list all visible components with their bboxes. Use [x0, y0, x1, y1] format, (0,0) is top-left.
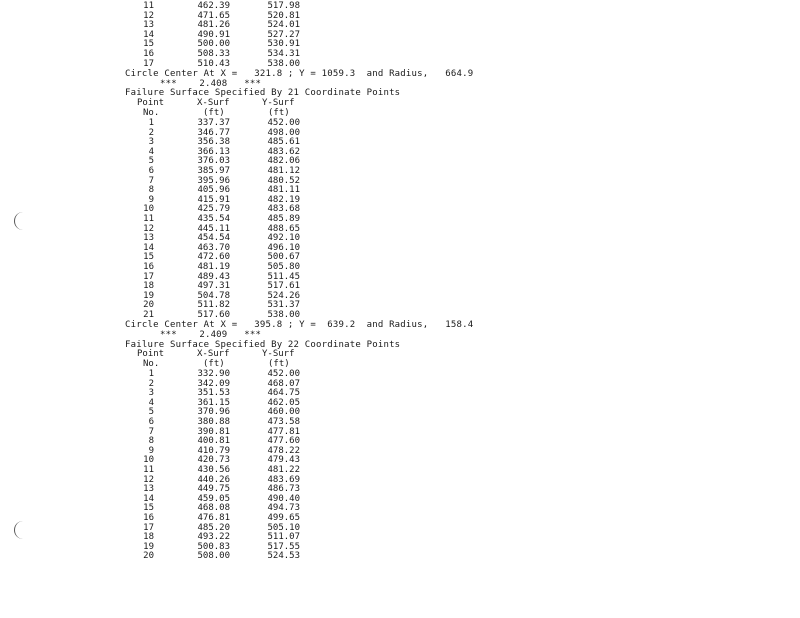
x-surf-value: 366.13	[197, 146, 230, 157]
y-surf-value: 490.40	[267, 493, 300, 504]
point-number: 6	[148, 417, 154, 427]
x-surf-value: 351.53	[197, 388, 230, 399]
point-number: 10	[143, 455, 154, 466]
point-number: 19	[143, 541, 154, 552]
point-number: 3	[148, 388, 154, 399]
point-number: 14	[143, 29, 154, 40]
table-row	[0, 1, 320, 11]
point-number: 15	[143, 503, 154, 514]
y-surf-value: 524.01	[267, 20, 300, 31]
y-surf-value: 482.06	[267, 156, 300, 167]
x-surf-value: 425.79	[197, 204, 230, 215]
x-surf-value: 370.96	[197, 407, 230, 418]
x-surf-value: 454.54	[197, 233, 230, 244]
point-number: 14	[143, 242, 154, 253]
y-surf-value: 478.22	[267, 445, 300, 456]
y-surf-value: 486.73	[267, 484, 300, 495]
point-number: 5	[148, 407, 154, 418]
table-row	[0, 532, 320, 542]
binding-hole-mark	[14, 212, 25, 230]
table-row	[0, 455, 320, 465]
point-number: 19	[143, 290, 154, 301]
point-number: 11	[143, 465, 154, 475]
y-surf-value: 481.12	[267, 166, 300, 176]
point-number: 9	[148, 445, 154, 456]
point-number: 14	[143, 493, 154, 504]
y-surf-value: 460.00	[267, 407, 300, 418]
table-row	[0, 252, 320, 262]
point-number: 12	[143, 223, 154, 234]
y-surf-value: 517.55	[267, 541, 300, 552]
x-surf-value: 337.37	[197, 118, 230, 128]
y-surf-value: 481.22	[267, 465, 300, 475]
x-surf-value: 485.20	[197, 522, 230, 533]
y-surf-value: 485.61	[267, 137, 300, 148]
header-x-surf: X-Surf	[197, 98, 230, 108]
table-row	[0, 147, 320, 157]
table-row	[0, 30, 320, 40]
table-row	[0, 369, 320, 379]
table-row	[0, 243, 320, 253]
y-surf-value: 498.00	[267, 127, 300, 138]
table-row	[0, 551, 320, 561]
x-surf-value: 517.60	[197, 310, 230, 320]
y-surf-value: 483.62	[267, 146, 300, 157]
x-surf-value: 415.91	[197, 194, 230, 205]
x-surf-value: 405.96	[197, 185, 230, 196]
y-surf-value: 492.10	[267, 233, 300, 244]
point-number: 18	[143, 532, 154, 543]
point-number: 9	[148, 194, 154, 205]
x-surf-value: 459.05	[197, 493, 230, 504]
y-surf-value: 464.75	[267, 388, 300, 399]
point-number: 2	[148, 127, 154, 138]
y-surf-value: 494.73	[267, 503, 300, 514]
point-number: 6	[148, 166, 154, 176]
y-surf-value: 538.00	[267, 58, 300, 69]
table-row	[0, 465, 320, 475]
header-point: Point	[137, 98, 165, 108]
table-row	[0, 542, 320, 552]
point-number: 21	[143, 310, 154, 320]
y-surf-value: 477.81	[267, 426, 300, 437]
header-no-3: No.	[143, 359, 160, 369]
table-row	[0, 49, 320, 59]
header-x-surf-3: X-Surf	[197, 349, 230, 359]
y-surf-value: 517.98	[267, 1, 300, 11]
table-row	[0, 446, 320, 456]
x-surf-value: 508.00	[197, 551, 230, 562]
y-surf-value: 481.11	[267, 185, 300, 196]
x-surf-value: 390.81	[197, 426, 230, 437]
y-surf-value: 482.19	[267, 194, 300, 205]
x-surf-value: 395.96	[197, 175, 230, 186]
surface-title-3: Failure Surface Specified By 22 Coordinate Points	[125, 340, 401, 350]
point-number: 5	[148, 156, 154, 167]
x-surf-value: 435.54	[197, 214, 230, 224]
factor-of-safety-line-1: *** 2.408 ***	[160, 79, 262, 89]
header-y-surf-3: Y-Surf	[262, 349, 295, 359]
y-surf-value: 511.07	[267, 532, 300, 543]
table-row	[0, 128, 320, 138]
factor-of-safety-line-2: *** 2.409 ***	[160, 330, 262, 340]
y-surf-value: 505.10	[267, 522, 300, 533]
table-row	[0, 176, 320, 186]
y-surf-value: 499.65	[267, 513, 300, 523]
circle-center-line-1: Circle Center At X = 321.8 ; Y = 1059.3 and Radius, 664.9	[125, 69, 474, 79]
table-row	[0, 272, 320, 282]
y-surf-value: 534.31	[267, 49, 300, 59]
x-surf-value: 500.83	[197, 541, 230, 552]
table-row	[0, 59, 320, 69]
point-number: 3	[148, 137, 154, 148]
x-surf-value: 361.15	[197, 397, 230, 408]
y-surf-value: 483.68	[267, 204, 300, 215]
point-number: 17	[143, 58, 154, 69]
table-row	[0, 195, 320, 205]
table-row	[0, 417, 320, 427]
y-surf-value: 530.91	[267, 39, 300, 50]
y-surf-value: 505.80	[267, 262, 300, 272]
header-point-3: Point	[137, 349, 165, 359]
point-number: 4	[148, 397, 154, 408]
y-surf-value: 524.53	[267, 551, 300, 562]
x-surf-value: 356.38	[197, 137, 230, 148]
point-number: 2	[148, 378, 154, 389]
point-number: 18	[143, 281, 154, 292]
x-surf-value: 463.70	[197, 242, 230, 253]
x-surf-value: 504.78	[197, 290, 230, 301]
header-y-unit: (ft)	[268, 108, 290, 118]
binding-hole-mark	[14, 521, 25, 539]
x-surf-value: 342.09	[197, 378, 230, 389]
point-number: 7	[148, 426, 154, 437]
y-surf-value: 500.67	[267, 252, 300, 263]
header-x-unit-3: (ft)	[203, 359, 225, 369]
y-surf-value: 538.00	[267, 310, 300, 320]
table-row	[0, 224, 320, 234]
point-number: 17	[143, 271, 154, 282]
table-row	[0, 156, 320, 166]
x-surf-value: 511.82	[197, 300, 230, 311]
point-number: 15	[143, 39, 154, 50]
point-number: 11	[143, 214, 154, 224]
table-row	[0, 204, 320, 214]
point-number: 12	[143, 10, 154, 21]
x-surf-value: 410.79	[197, 445, 230, 456]
table-row	[0, 379, 320, 389]
y-surf-value: 483.69	[267, 474, 300, 485]
table-row	[0, 310, 320, 320]
x-surf-value: 472.60	[197, 252, 230, 263]
x-surf-value: 332.90	[197, 369, 230, 379]
y-surf-value: 477.60	[267, 436, 300, 447]
y-surf-value: 468.07	[267, 378, 300, 389]
header-x-unit: (ft)	[203, 108, 225, 118]
x-surf-value: 380.88	[197, 417, 230, 427]
y-surf-value: 496.10	[267, 242, 300, 253]
point-number: 1	[148, 369, 154, 379]
table-row	[0, 214, 320, 224]
y-surf-value: 517.61	[267, 281, 300, 292]
table-row	[0, 20, 320, 30]
point-number: 10	[143, 204, 154, 215]
x-surf-value: 376.03	[197, 156, 230, 167]
x-surf-value: 476.81	[197, 513, 230, 523]
y-surf-value: 511.45	[267, 271, 300, 282]
y-surf-value: 527.27	[267, 29, 300, 40]
x-surf-value: 481.19	[197, 262, 230, 272]
circle-center-line-2: Circle Center At X = 395.8 ; Y = 639.2 and Radius, 158.4	[125, 320, 474, 330]
table-row	[0, 407, 320, 417]
table-row	[0, 39, 320, 49]
y-surf-value: 531.37	[267, 300, 300, 311]
x-surf-value: 400.81	[197, 436, 230, 447]
point-number: 13	[143, 20, 154, 31]
x-surf-value: 493.22	[197, 532, 230, 543]
x-surf-value: 420.73	[197, 455, 230, 466]
header-no: No.	[143, 108, 160, 118]
point-number: 12	[143, 474, 154, 485]
point-number: 16	[143, 513, 154, 523]
table-row	[0, 166, 320, 176]
table-row	[0, 427, 320, 437]
table-row	[0, 503, 320, 513]
table-row	[0, 513, 320, 523]
table-row	[0, 185, 320, 195]
y-surf-value: 485.89	[267, 214, 300, 224]
point-number: 20	[143, 300, 154, 311]
table-row	[0, 262, 320, 272]
x-surf-value: 430.56	[197, 465, 230, 475]
table-row	[0, 398, 320, 408]
y-surf-value: 452.00	[267, 369, 300, 379]
y-surf-value: 480.52	[267, 175, 300, 186]
table-row	[0, 475, 320, 485]
x-surf-value: 468.08	[197, 503, 230, 514]
point-number: 8	[148, 185, 154, 196]
table-row	[0, 300, 320, 310]
x-surf-value: 440.26	[197, 474, 230, 485]
point-number: 13	[143, 233, 154, 244]
x-surf-value: 462.39	[197, 1, 230, 11]
point-number: 13	[143, 484, 154, 495]
table-row	[0, 436, 320, 446]
x-surf-value: 510.43	[197, 58, 230, 69]
x-surf-value: 500.00	[197, 39, 230, 50]
x-surf-value: 481.26	[197, 20, 230, 31]
table-row	[0, 523, 320, 533]
y-surf-value: 462.05	[267, 397, 300, 408]
point-number: 17	[143, 522, 154, 533]
x-surf-value: 508.33	[197, 49, 230, 59]
x-surf-value: 489.43	[197, 271, 230, 282]
y-surf-value: 473.58	[267, 417, 300, 427]
y-surf-value: 452.00	[267, 118, 300, 128]
table-row	[0, 11, 320, 21]
header-y-unit-3: (ft)	[268, 359, 290, 369]
point-number: 16	[143, 262, 154, 272]
x-surf-value: 445.11	[197, 223, 230, 234]
point-number: 15	[143, 252, 154, 263]
table-row	[0, 494, 320, 504]
y-surf-value: 479.43	[267, 455, 300, 466]
y-surf-value: 524.26	[267, 290, 300, 301]
x-surf-value: 471.65	[197, 10, 230, 21]
x-surf-value: 346.77	[197, 127, 230, 138]
point-number: 7	[148, 175, 154, 186]
point-number: 20	[143, 551, 154, 562]
table-row	[0, 484, 320, 494]
table-row	[0, 137, 320, 147]
point-number: 16	[143, 49, 154, 59]
x-surf-value: 490.91	[197, 29, 230, 40]
y-surf-value: 488.65	[267, 223, 300, 234]
point-number: 1	[148, 118, 154, 128]
header-y-surf: Y-Surf	[262, 98, 295, 108]
table-row	[0, 388, 320, 398]
table-row	[0, 281, 320, 291]
x-surf-value: 497.31	[197, 281, 230, 292]
surface-title-2: Failure Surface Specified By 21 Coordinate Points	[125, 88, 401, 98]
x-surf-value: 449.75	[197, 484, 230, 495]
point-number: 8	[148, 436, 154, 447]
point-number: 4	[148, 146, 154, 157]
point-number: 11	[143, 1, 154, 11]
y-surf-value: 520.81	[267, 10, 300, 21]
table-row	[0, 233, 320, 243]
table-row	[0, 118, 320, 128]
x-surf-value: 385.97	[197, 166, 230, 176]
table-row	[0, 291, 320, 301]
